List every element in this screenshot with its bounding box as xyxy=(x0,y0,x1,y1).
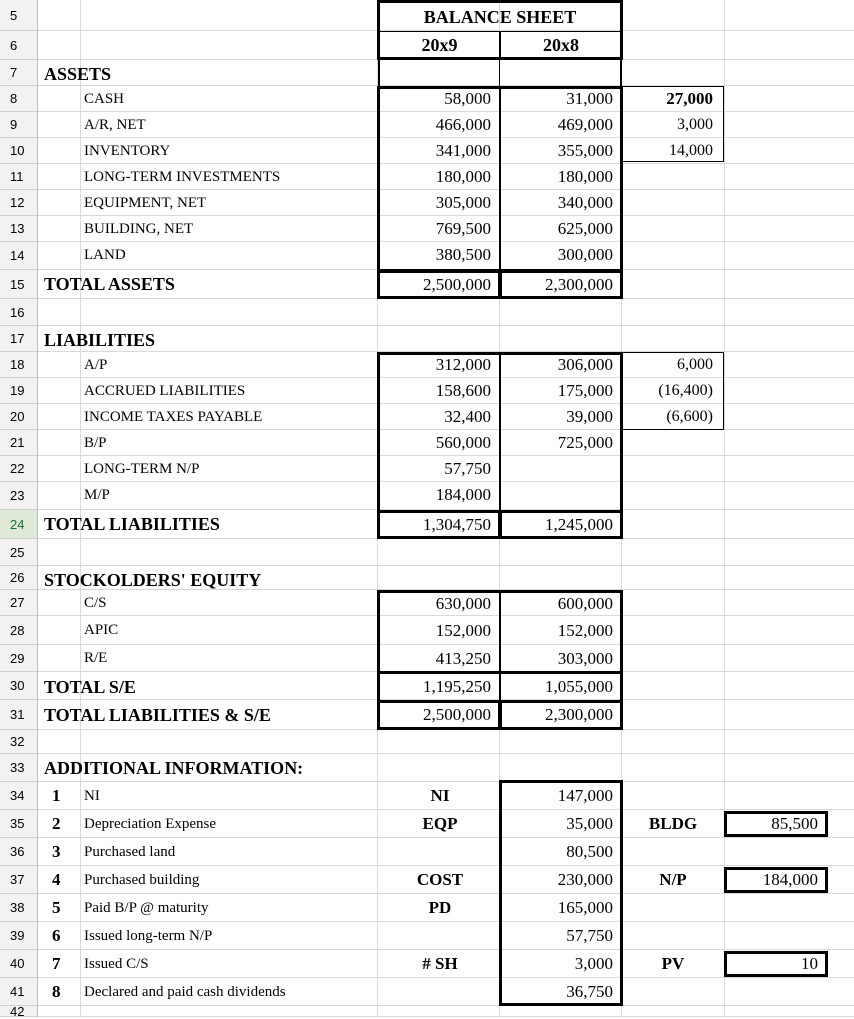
gridline xyxy=(38,325,854,326)
asset-label: BUILDING, NET xyxy=(84,220,194,237)
row-header[interactable]: 10 xyxy=(0,138,37,164)
liability-diff[interactable]: (16,400) xyxy=(658,382,713,399)
asset-diff[interactable] xyxy=(622,164,723,190)
liability-label: INCOME TAXES PAYABLE xyxy=(84,408,263,425)
liability-value-20x8[interactable]: 175,000 xyxy=(557,381,613,400)
row-header[interactable]: 9 xyxy=(0,112,37,138)
asset-value-20x8[interactable]: 31,000 xyxy=(566,89,613,108)
equity-label: R/E xyxy=(84,650,108,666)
liability-diff[interactable]: 6,000 xyxy=(677,356,713,373)
row-header[interactable]: 38 xyxy=(0,894,37,922)
row-header[interactable]: 20 xyxy=(0,404,37,430)
balance-sheet-title: BALANCE SHEET xyxy=(423,6,577,27)
additional-item-tag xyxy=(380,838,500,866)
asset-value-20x9[interactable]: 769,500 xyxy=(435,219,491,238)
additional-item-value[interactable]: 147,000 xyxy=(557,786,613,805)
liability-diff[interactable] xyxy=(622,430,723,456)
row-header[interactable]: 36 xyxy=(0,838,37,866)
additional-item-description: Purchased land xyxy=(84,843,176,860)
row-header[interactable]: 14 xyxy=(0,242,37,270)
row-header[interactable]: 39 xyxy=(0,922,37,950)
additional-item-description: Issued C/S xyxy=(84,955,149,972)
row-header[interactable]: 40 xyxy=(0,950,37,978)
side-label: N/P xyxy=(659,870,687,889)
liability-value-20x9[interactable]: 158,600 xyxy=(435,381,491,400)
row-header[interactable]: 19 xyxy=(0,378,37,404)
asset-value-20x9[interactable]: 380,500 xyxy=(435,245,491,264)
additional-item-value[interactable]: 36,750 xyxy=(566,982,613,1001)
asset-diff[interactable] xyxy=(622,216,723,242)
row-header[interactable]: 29 xyxy=(0,645,37,672)
asset-value-20x9[interactable]: 466,000 xyxy=(435,115,491,134)
row-header[interactable]: 41 xyxy=(0,978,37,1006)
additional-item-number: 5 xyxy=(52,898,61,917)
total-liabilities-20x8[interactable]: 1,245,000 xyxy=(545,514,613,534)
equity-label: APIC xyxy=(84,622,119,638)
row-header[interactable]: 21 xyxy=(0,430,37,456)
liability-label: A/P xyxy=(84,356,108,373)
col-20x9-header: 20x9 xyxy=(421,34,458,55)
total-lse-20x8[interactable]: 2,300,000 xyxy=(545,705,613,724)
additional-item-value[interactable]: 35,000 xyxy=(566,814,613,833)
additional-item-number: 4 xyxy=(52,870,61,889)
equity-value-20x9[interactable]: 413,250 xyxy=(435,648,491,668)
asset-value-20x8[interactable]: 300,000 xyxy=(557,245,613,264)
liability-value-20x8[interactable]: 306,000 xyxy=(557,355,613,374)
total-liabilities-label: TOTAL LIABILITIES xyxy=(44,514,220,534)
assets-heading: ASSETS xyxy=(44,63,112,84)
asset-label: INVENTORY xyxy=(84,142,171,159)
asset-value-20x9[interactable]: 341,000 xyxy=(435,141,491,160)
total-lse-20x9[interactable]: 2,500,000 xyxy=(423,705,491,724)
equity-value-20x9[interactable]: 630,000 xyxy=(435,593,491,613)
row-header[interactable]: 24 xyxy=(0,510,37,539)
additional-item-tag: EQP xyxy=(422,814,458,833)
additional-item-tag xyxy=(380,978,500,1006)
additional-item-description: Declared and paid cash dividends xyxy=(84,983,286,1000)
side-label: BLDG xyxy=(648,814,698,833)
total-se-label: TOTAL S/E xyxy=(44,676,136,697)
liability-diff[interactable]: (6,600) xyxy=(666,408,713,425)
additional-item-tag: COST xyxy=(416,870,464,889)
equity-value-20x8[interactable]: 600,000 xyxy=(557,593,613,613)
liability-value-20x9[interactable]: 57,750 xyxy=(444,459,491,478)
liability-value-20x8[interactable] xyxy=(501,482,621,508)
additional-item-number: 7 xyxy=(52,954,61,973)
equity-label: C/S xyxy=(84,595,107,611)
row-header[interactable]: 28 xyxy=(0,616,37,645)
row-header[interactable]: 27 xyxy=(0,590,37,616)
equity-heading: STOCKOLDERS' EQUITY xyxy=(44,569,262,590)
asset-diff[interactable] xyxy=(622,190,723,216)
row-header[interactable]: 18 xyxy=(0,352,37,378)
additional-item-number: 6 xyxy=(52,926,61,945)
asset-label: CASH xyxy=(84,90,125,107)
additional-info-heading: ADDITIONAL INFORMATION: xyxy=(44,757,304,778)
additional-item-tag: NI xyxy=(430,786,450,805)
asset-diff[interactable]: 3,000 xyxy=(677,116,713,133)
row-header[interactable]: 17 xyxy=(0,326,37,352)
liability-value-20x9[interactable]: 184,000 xyxy=(435,485,491,504)
additional-item-description: Paid B/P @ maturity xyxy=(84,899,209,916)
liability-value-20x8[interactable]: 39,000 xyxy=(566,407,613,426)
asset-label: LONG-TERM INVESTMENTS xyxy=(84,168,281,185)
total-se-20x9[interactable]: 1,195,250 xyxy=(423,677,491,696)
row-header[interactable]: 15 xyxy=(0,270,37,299)
row-header[interactable]: 26 xyxy=(0,566,37,590)
total-liabilities-20x9[interactable]: 1,304,750 xyxy=(423,514,491,534)
row-header[interactable]: 6 xyxy=(0,31,37,60)
row-header[interactable]: 5 xyxy=(0,0,37,31)
additional-item-description: NI xyxy=(84,787,100,804)
row-header[interactable]: 33 xyxy=(0,754,37,782)
row-header[interactable]: 23 xyxy=(0,482,37,510)
asset-diff[interactable] xyxy=(622,242,723,268)
additional-item-value[interactable]: 80,500 xyxy=(566,842,613,861)
row-header[interactable]: 12 xyxy=(0,190,37,216)
row-header[interactable]: 37 xyxy=(0,866,37,894)
asset-diff[interactable]: 14,000 xyxy=(669,142,713,159)
row-header[interactable]: 22 xyxy=(0,456,37,482)
total-assets-label: TOTAL ASSETS xyxy=(44,274,175,294)
liabilities-heading: LIABILITIES xyxy=(44,329,156,350)
additional-item-value[interactable]: 165,000 xyxy=(557,898,613,917)
asset-value-20x8[interactable]: 469,000 xyxy=(557,115,613,134)
asset-diff[interactable]: 27,000 xyxy=(666,89,713,108)
asset-label: EQUIPMENT, NET xyxy=(84,194,207,211)
additional-item-description: Issued long-term N/P xyxy=(84,927,213,944)
row-header[interactable]: 13 xyxy=(0,216,37,242)
row-header[interactable]: 16 xyxy=(0,299,37,326)
asset-value-20x9[interactable]: 180,000 xyxy=(435,167,491,186)
row-header[interactable]: 35 xyxy=(0,810,37,838)
row-header[interactable]: 8 xyxy=(0,86,37,112)
side-value[interactable]: 184,000 xyxy=(762,870,818,889)
row-header[interactable]: 30 xyxy=(0,672,37,700)
liability-value-20x8[interactable]: 725,000 xyxy=(557,433,613,452)
additional-item-description: Purchased building xyxy=(84,871,200,888)
additional-item-value[interactable]: 57,750 xyxy=(566,926,613,945)
asset-label: LAND xyxy=(84,246,126,263)
row-header[interactable]: 42 xyxy=(0,1006,37,1017)
asset-value-20x8[interactable]: 180,000 xyxy=(557,167,613,186)
liab-diff-box xyxy=(621,352,724,430)
total-se-20x8[interactable]: 1,055,000 xyxy=(545,677,613,696)
row-header[interactable]: 25 xyxy=(0,539,37,566)
liability-value-20x9[interactable]: 560,000 xyxy=(435,433,491,452)
row7-divider xyxy=(499,60,500,88)
side-value[interactable]: 10 xyxy=(801,954,818,973)
additional-item-tag xyxy=(380,922,500,950)
total-assets-20x9[interactable]: 2,500,000 xyxy=(423,274,491,294)
liability-diff[interactable] xyxy=(622,456,723,482)
asset-value-20x8[interactable]: 340,000 xyxy=(557,193,613,212)
asset-label: A/R, NET xyxy=(84,116,146,133)
additional-item-number: 1 xyxy=(52,786,61,805)
equity-value-20x9[interactable]: 152,000 xyxy=(435,620,491,640)
equity-value-20x8[interactable]: 303,000 xyxy=(557,648,613,668)
asset-value-20x8[interactable]: 625,000 xyxy=(557,219,613,238)
row7-frame xyxy=(378,60,622,88)
liability-label: M/P xyxy=(84,486,110,503)
additional-item-tag: # SH xyxy=(422,954,458,973)
liability-value-20x9[interactable]: 32,400 xyxy=(444,407,491,426)
additional-item-tag: PD xyxy=(428,898,452,917)
equity-value-20x8[interactable]: 152,000 xyxy=(557,620,613,640)
additional-item-value[interactable]: 230,000 xyxy=(557,870,613,889)
row-header[interactable]: 34 xyxy=(0,782,37,810)
row-header[interactable]: 31 xyxy=(0,700,37,730)
additional-item-description: Depreciation Expense xyxy=(84,815,217,832)
additional-item-value[interactable]: 3,000 xyxy=(574,954,613,973)
gridline xyxy=(724,0,725,1017)
row-header[interactable]: 32 xyxy=(0,730,37,754)
side-label: PV xyxy=(661,954,685,973)
liability-value-20x8[interactable] xyxy=(501,456,621,482)
row-header[interactable]: 11 xyxy=(0,164,37,190)
asset-value-20x8[interactable]: 355,000 xyxy=(557,141,613,160)
liability-label: LONG-TERM N/P xyxy=(84,460,200,477)
total-lse-label: TOTAL LIABILITIES & S/E xyxy=(44,704,271,725)
liability-value-20x9[interactable]: 312,000 xyxy=(435,355,491,374)
additional-item-number: 2 xyxy=(52,814,61,833)
gridline xyxy=(80,0,81,1017)
asset-value-20x9[interactable]: 305,000 xyxy=(435,193,491,212)
additional-item-number: 8 xyxy=(52,982,61,1001)
total-assets-20x8[interactable]: 2,300,000 xyxy=(545,274,613,294)
side-value[interactable]: 85,500 xyxy=(771,814,818,833)
col-20x8-header: 20x8 xyxy=(543,34,579,55)
additional-item-number: 3 xyxy=(52,842,61,861)
liability-diff[interactable] xyxy=(622,482,723,508)
assets-diff-box xyxy=(621,86,724,162)
row-header[interactable]: 7 xyxy=(0,60,37,86)
asset-value-20x9[interactable]: 58,000 xyxy=(444,89,491,108)
liability-label: ACCRUED LIABILITIES xyxy=(84,382,246,399)
liability-label: B/P xyxy=(84,434,107,451)
